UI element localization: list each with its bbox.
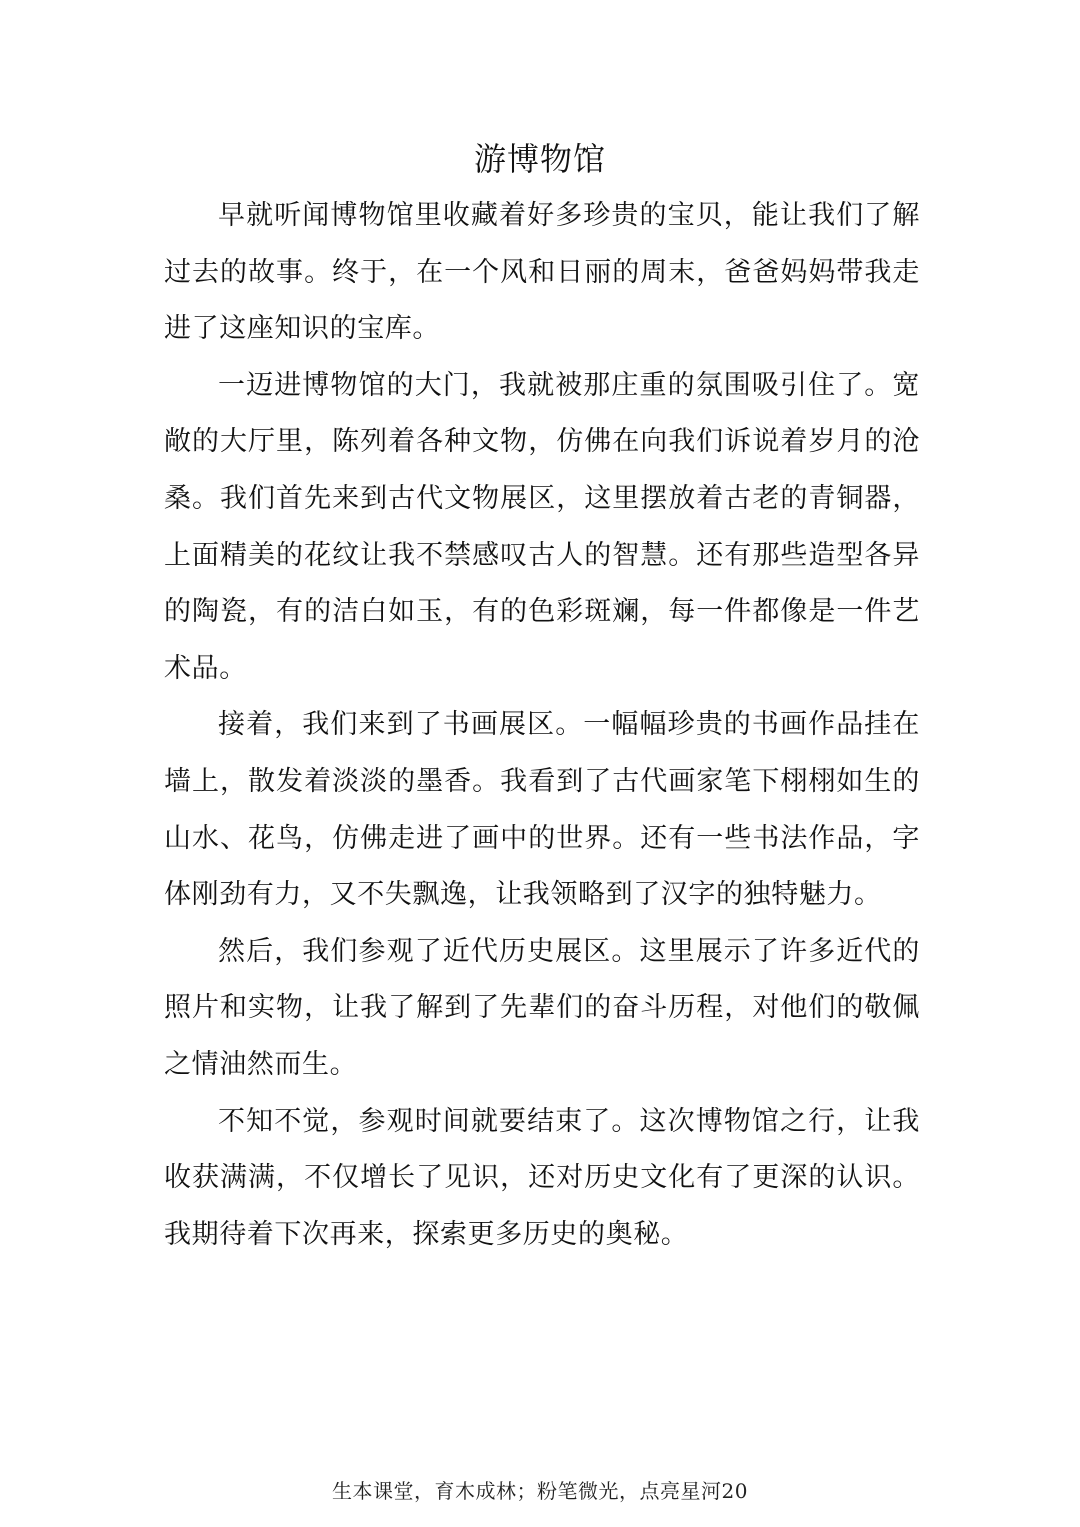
paragraph: 然后，我们参观了近代历史展区。这里展示了许多近代的照片和实物，让我了解到了先辈们的奋斗历程，对他们的敬佩之情油然而生。 bbox=[164, 935, 920, 1080]
paragraph: 不知不觉，参观时间就要结束了。这次博物馆之行，让我收获满满，不仅增长了见识，还对历史文化有了更深的认识。我期待着下次再来，探索更多历史的奥秘。 bbox=[164, 1105, 920, 1250]
essay-body bbox=[164, 188, 920, 1263]
paragraph: 早就听闻博物馆里收藏着好多珍贵的宝贝，能让我们了解过去的故事。终于，在一个风和日丽的周末，爸爸妈妈带我走进了这座知识的宝库。 bbox=[164, 200, 920, 345]
paragraph: 一迈进博物馆的大门，我就被那庄重的氛围吸引住了。宽敞的大厅里，陈列着各种文物，仿佛在向我们诉说着岁月的沧桑。我们首先来到古代文物展区，这里摆放着古老的青铜器，上面精美的花纹让我不禁感叹古人的智慧。还有那些造型各异的陶瓷，有的洁白如玉，有的色彩斑斓，每一件都像是一件艺术品。 bbox=[164, 369, 920, 684]
essay-title: 游博物馆 bbox=[473, 140, 606, 178]
page-footer: 生本课堂，育木成林；粉笔微光，点亮星河20 bbox=[332, 1479, 748, 1503]
paragraph: 接着，我们来到了书画展区。一幅幅珍贵的书画作品挂在墙上，散发着淡淡的墨香。我看到了古代画家笔下栩栩如生的山水、花鸟，仿佛走进了画中的世界。还有一些书法作品，字体刚劲有力，又不失飘逸，让我领略到了汉字的独特魅力。 bbox=[164, 709, 920, 911]
